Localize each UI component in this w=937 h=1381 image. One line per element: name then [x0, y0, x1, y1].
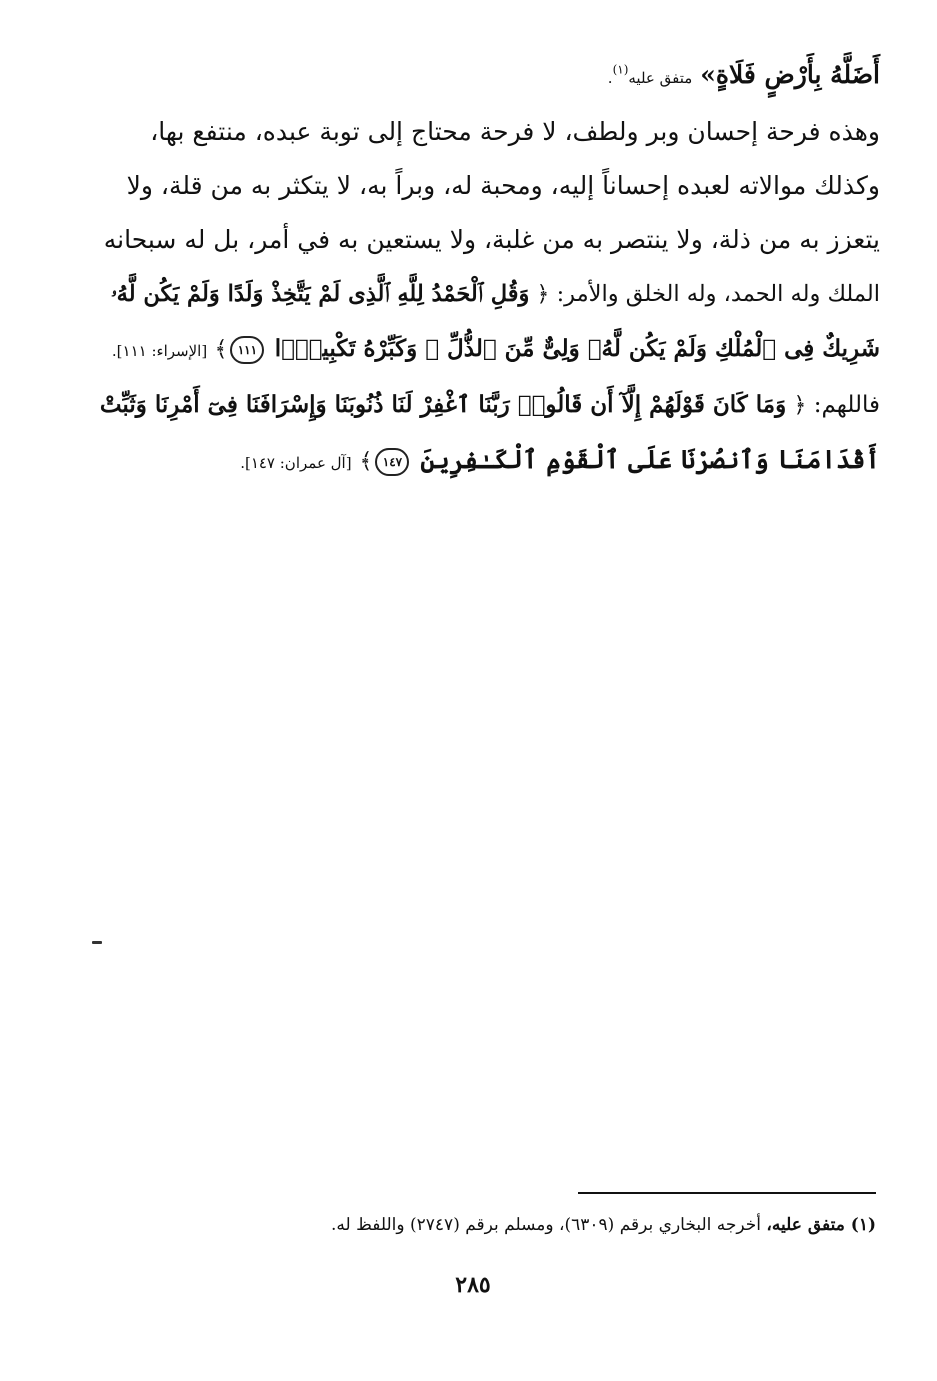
prose-fragment: فاللهم: [813, 392, 880, 418]
text-line-8 [100, 433, 880, 490]
page-number: ٢٨٥ [455, 1272, 491, 1298]
quran-open-bracket: ﴿ [536, 282, 550, 307]
quran-open-bracket: ﴿ [793, 393, 807, 418]
footnote-text: أخرجه البخاري برقم (٦٣٠٩)، ومسلم برقم (٢٧٤٧) واللفظ له. [331, 1215, 761, 1235]
main-text [100, 48, 880, 490]
hadith-fragment: أَضَلَّهُ بِأَرْضٍ فَلَاةٍ» [700, 60, 880, 89]
scan-speck [92, 941, 102, 944]
text-line-6 [100, 322, 880, 378]
footnote-marker[interactable]: (١) [612, 62, 629, 77]
quran-close-bracket: ﴾ [359, 449, 373, 474]
text-line-1 [100, 48, 880, 105]
text-line-3: وكذلك موالاته لعبده إحساناً إليه، ومحبة له، وبراً به، لا يتكثر به من قلة، ولا [126, 171, 880, 200]
quran-close-bracket: ﴾ [214, 337, 228, 362]
prose-fragment: الملك وله الحمد، وله الخلق والأمر: [556, 281, 880, 307]
footnote [200, 1210, 876, 1240]
quran-verse-part: شَرِيكٌ فِى ٱلْمُلْكِ وَلَمْ يَكُن لَّهُۥ وَلِىٌّ مِّنَ ٱلذُّلِّ ۖ وَكَبِّرْهُ تَكْبِيرًۢا [274, 335, 880, 362]
hadith-source: متفق عليه [628, 69, 693, 87]
footnote-label: (١) متفق عليه، [766, 1215, 876, 1235]
quran-verse-part: أَقْدَامَنَا وَٱنصُرْنَا عَلَى ٱلْقَوْمِ ٱلْكَـٰفِرِينَ [420, 445, 880, 474]
quran-verse-part: وَمَا كَانَ قَوْلَهُمْ إِلَّآ أَن قَالُوا۟ رَبَّنَا ٱغْفِرْ لَنَا ذُنُوبَنَا وَإِسْرَافَنَا فِىٓ أَمْرِنَا وَثَبِّتْ [99, 391, 787, 418]
quran-verse-part: وَقُلِ ٱلْحَمْدُ لِلَّهِ ٱلَّذِى لَمْ يَتَّخِذْ وَلَدًا وَلَمْ يَكُن لَّهُۥ [111, 281, 530, 307]
text-line-5 [100, 267, 880, 322]
ayah-number-marker: ١١١ [230, 336, 264, 364]
surah-reference: [آل عمران: ١٤٧]. [240, 454, 352, 472]
footnote-divider [578, 1192, 876, 1194]
text-line-2: وهذه فرحة إحسان وبر ولطف، لا فرحة محتاج إلى توبة عبده، منتفع بها، [150, 117, 880, 146]
text-line-4: يتعزز به من ذلة، ولا ينتصر به من غلبة، ولا يستعين به في أمر، بل له سبحانه [103, 225, 880, 254]
line-end-period: . [607, 69, 613, 87]
surah-reference: [الإسراء: ١١١]. [111, 342, 208, 360]
text-line-7 [100, 378, 880, 433]
ayah-number-marker: ١٤٧ [375, 448, 409, 476]
